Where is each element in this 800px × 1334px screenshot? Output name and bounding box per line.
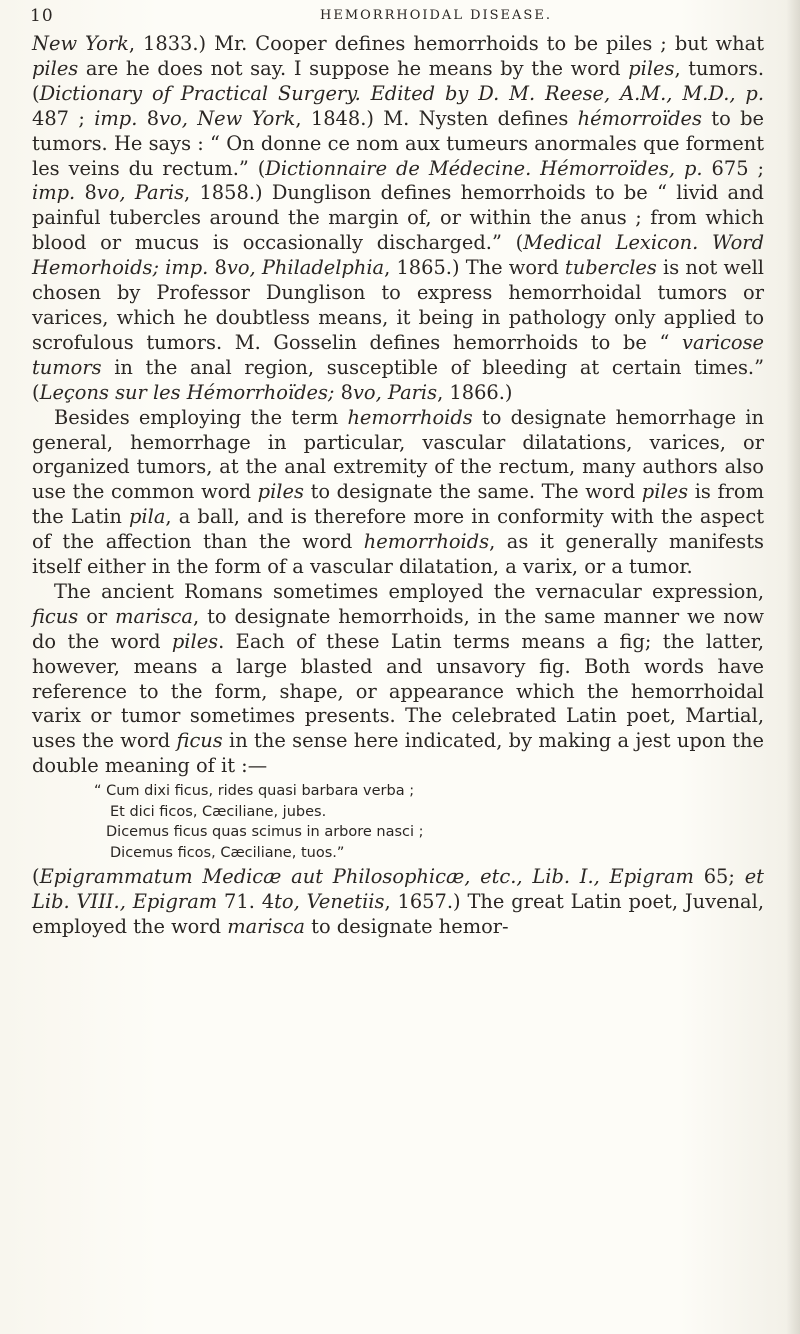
italic-run: ficus (176, 729, 223, 753)
text-run: 8 (334, 380, 353, 404)
italic-run: vo, Paris (96, 181, 185, 205)
text-run: , a ball, and is therefore more in conformity with the aspect of the affection than the word (32, 505, 764, 554)
text-run: is from the Latin (32, 480, 764, 529)
paragraph-4 (32, 865, 764, 940)
italic-run: tubercles (564, 256, 657, 280)
text-run: 8 (208, 256, 227, 280)
italic-run: piles (32, 56, 79, 80)
text-run: , 1866.) (437, 380, 513, 404)
text-run: to designate the same. The word (303, 480, 642, 504)
italic-run: piles (641, 480, 689, 504)
poem-line: Et dici ficos, Cæciliane, jubes. (110, 803, 327, 820)
italic-run: vo, New York (159, 106, 296, 130)
text-run: , 1833.) Mr. Cooper defines hemorrhoids to be piles ; but what (128, 32, 764, 55)
italic-run: hemorrhoids (347, 405, 473, 429)
poem-line: “ Cum dixi ficus, rides quasi barbara verba ; (94, 783, 415, 800)
page-number: 10 (30, 6, 54, 26)
italic-run: Dictionary of Practical Surgery. Edited by D. M. Reese, A.M., M.D., p. (39, 81, 764, 105)
page-edge-shadow (786, 0, 800, 1334)
italic-run: Dictionnaire de Médecine. Hémorroïdes, p. (265, 156, 703, 180)
text-run: are he does not say. I suppose he means by the word (78, 56, 629, 80)
martial-epigram-quote (32, 781, 764, 863)
italic-run: piles (171, 629, 219, 653)
text-run: . Each of these Latin terms means a fig; the latter, however, means a large blasted and unsavory fig. Both words have reference to the form, shape, or appearance which the hemorrhoidal varix or tumor sometimes presents. The celebrated Latin poet, Martial, uses the word (32, 629, 764, 753)
italic-run: imp. (32, 181, 76, 205)
italic-run: piles (257, 480, 304, 504)
text-run: is not well chosen by Professor Dunglison to express hemorrhoidal tumors or varices, which he doubtless means, it being in pathology only applied to scrofulous tumors. M. Gosselin defines hemorrhoids to be “ (32, 256, 764, 354)
italic-run: Epigrammatum Medicæ aut Philosophicæ, etc., Lib. I., Epigram (39, 865, 694, 889)
italic-run: Medical Lexicon. Word Hemorhoids; imp. (32, 231, 764, 280)
italic-run: et Lib. VIII., Epigram (32, 865, 764, 914)
text-run: or (78, 604, 116, 628)
text-run: Besides employing the term (54, 405, 348, 429)
italic-run: New York (32, 32, 129, 55)
text-run: , as it generally manifests itself either in the form of a vascular dilatation, a varix, or a tumor. (32, 530, 764, 579)
running-head: HEMORRHOIDAL DISEASE. (320, 8, 552, 23)
text-run: 8 (75, 181, 97, 205)
paragraph-2 (32, 406, 764, 580)
text-run: 675 ; (702, 156, 765, 180)
italic-run: ficus (32, 604, 79, 628)
text-run: to designate hemor- (305, 915, 509, 938)
page-header (30, 6, 760, 32)
text-run: 8 (137, 106, 160, 130)
paragraph-1 (32, 32, 764, 406)
body-text (32, 32, 764, 940)
text-run: 71. 4 (217, 890, 275, 914)
text-run: to designate hemorrhage in general, hemorrhage in particular, vascular dilatations, varices, or organized tumors, at the anal extremity of the rectum, many authors also use the common word (32, 405, 764, 504)
text-run: in the anal region, susceptible of bleeding at certain times.” ( (32, 355, 764, 404)
italic-run: imp. (94, 106, 138, 130)
text-run: , 1865.) The word (384, 256, 565, 280)
italic-run: vo, Paris (352, 380, 438, 404)
italic-run: piles (628, 56, 675, 80)
italic-run: Leçons sur les Hémorrhoïdes; (39, 380, 335, 404)
poem-line: Dicemus ficos, Cæciliane, tuos.” (110, 844, 345, 861)
text-run: , tumors. ( (32, 56, 764, 105)
text-run: ( (32, 865, 40, 889)
text-run: The ancient Romans sometimes employed the vernacular expression, (54, 579, 764, 603)
paragraph-3 (32, 580, 764, 779)
italic-run: vo, Philadelphia (226, 256, 385, 280)
italic-run: pila (129, 505, 166, 529)
text-run: , 1657.) The great Latin poet, Juvenal, employed the word (32, 890, 764, 938)
text-run: , 1858.) Dunglison defines hemorrhoids to be “ livid and painful tubercles around the margin of, or within the anus ; from which blood or mucus is occasionally discharged.” ( (32, 181, 764, 255)
italic-run: hemorrhoids (363, 530, 490, 554)
text-run: , 1848.) M. Nysten defines (295, 106, 578, 130)
italic-run: marisca (227, 915, 305, 938)
text-run: to be tumors. He says : “ On donne ce nom aux tumeurs anormales que forment les veins du rectum.” ( (32, 106, 764, 180)
poem-line: Dicemus ficus quas scimus in arbore nasci ; (106, 824, 424, 841)
text-run: 487 ; (32, 106, 95, 130)
italic-run: varicose tumors (32, 330, 764, 379)
italic-run: to, Venetiis (274, 890, 385, 914)
text-run: 65; (693, 865, 745, 889)
text-run: in the sense here indicated, by making a jest upon the double meaning of it :— (32, 729, 764, 778)
italic-run: hémorroïdes (577, 106, 702, 130)
text-run: , to designate hemorrhoids, in the same manner we now do the word (32, 604, 764, 653)
italic-run: marisca (115, 604, 193, 628)
